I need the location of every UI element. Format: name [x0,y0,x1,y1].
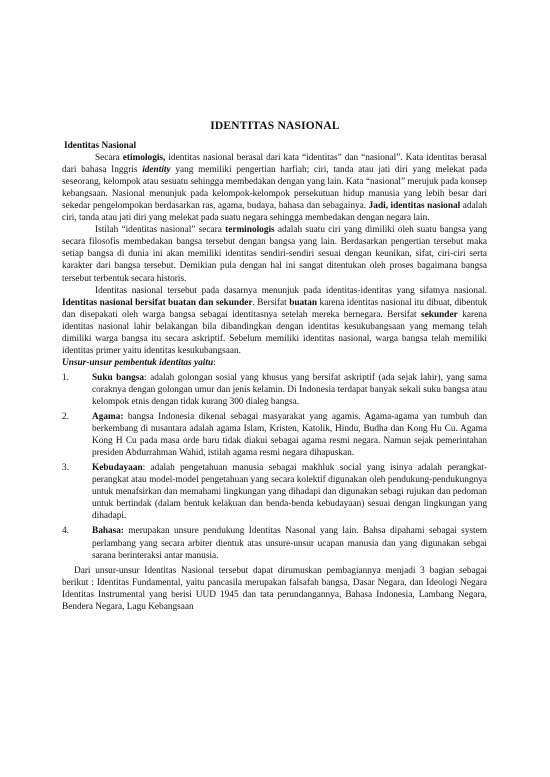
bold-run: buatan [289,297,318,308]
text-run: yang memiliki pengertian harfiah; ciri, tanda atau jati diri yang melekat pada seseorang, kelompok atau sesuatu sehingga membedakan dengan yang lain. Kata “nasional” merujuk pada konsep kebangsaan. Nasional menunjuk pada kelompok-kelompok persekutuan hidup manusia yang lebih besar dari sekedar pengelompokan berdasarkan ras, agama, budaya, bahasa dan sebagainya. [62,165,487,212]
list-term: Suku bangsa [92,372,145,383]
list-number: 4. [62,526,69,537]
bold-italic-run: identity [142,165,171,176]
list-body: adalah pengetahuan manusia sebagai makhluk social yang isinya adalah perangkat-perangkat atau model-model pengetahuan yang secara kolektif digunakan oleh pendukung-pendukungnya untuk menafsirkan dan memahami lingkungan yang dihadapi dan digunakan sebagi rujukan dan pedoman untuk bertindak (dalam bentuk kelakuan dan benda-benda kebudayaan) sesuai dengan lingkungan yang dihadapi. [92,463,487,522]
paragraph-buatan-sekunder [62,285,487,357]
text-run: Identitas nasional tersebut pada dasarnya menunjuk pada identitas-identitas yang sifatnya nasional. [95,285,487,296]
text-run: Secara [95,153,123,164]
bold-run: terminologis [225,225,275,236]
list-sep: : [142,463,151,474]
list-item [62,462,487,522]
list-number: 1. [62,372,69,383]
section-heading [62,140,487,152]
text-run: karena identitas nasional itu dibuat, dibentuk dan disepakati oleh warga bangsa sebagai identitasnya setelah mereka bernegara. Bersifat [62,297,487,320]
bold-run: Jadi, identitas nasional [368,201,461,212]
list-item [62,372,487,408]
subheading [62,357,487,369]
text-run: identitas nasional berasal dari kata “identitas” dan “nasional”. Kata identitas berasal dari bahasa Inggris [62,153,487,176]
list-term: Agama: [92,412,124,423]
list-text [92,462,487,522]
list-term: Kebudayaan [92,463,143,474]
list-item [62,525,487,561]
bold-run: sekunder [421,309,458,320]
list-text [92,411,487,459]
list-body: adalah golongan sosial yang khusus yang bersifat askriptif (ada sejak lahir), yang sama coraknya dengan golongan umur dan jenis kelamin. Di Indonesia terdapat banyak sekali suku bangsa atau kelompok etnis dengan tidak kurang 300 dialeg bangsa. [92,372,487,407]
list-body: bangsa Indonesia dikenal sebagai masyarakat yang agamis. Agama-agama yan tumbuh dan berkembang di nusantara adalah agama Islam, Kristen, Katolik, Hindu, Budha dan Kong Hu Cu. Agama Kong H Cu pada masa orde baru tidak diakui sebagai agama resmi negara. Namun sejak pemerintahan presiden Abdurrahman Wahid, istilah agama resmi negara dihapuskan. [92,412,487,459]
text-run: Istilah “identitas nasional” secara [95,225,226,236]
list-text [92,372,487,408]
paragraph-terminologis [62,224,487,284]
paragraph-pembagian: Dari unsur-unsur Identitas Nasional tersebut dapat dirumuskan pembagiannya menjadi 3 bagian sebagai berikut : Identitas Fundamental, yaitu pancasila merupakan falsafah bangsa, Dasar Negara, dan Ideologi Negara Identitas Instrumental yang berisi UUD 1945 dan tata perundangannya, Bahasa Indonesia, Lambang Negara, Bendera Negara, Lagu Kebangsaan [62,565,487,612]
bold-run: etimologis, [122,153,166,164]
document-body [62,140,487,613]
list-item [62,411,487,459]
text-run: karena identitas nasional lahir belakangan bila dibandingkan dengan identitas kesukubangsaan yang memang telah dimiliki warga bangsa itu secara askriptif. Sebelum memiliki identitas nasional, warga bangsa telah memiliki identitas primer yaitu identitas kesukubangsaan. [62,309,487,356]
paragraph-etimologis [62,152,487,224]
bold-run: Identitas nasional bersifat buatan dan sekunder [62,297,253,308]
list-number: 2. [62,412,69,423]
subheading-text: Unsur-unsur pembentuk identitas yaitu [62,357,214,368]
text-run: . Bersifat [252,297,290,308]
list-text [92,525,487,561]
text-run: adalah suatu ciri yang dimiliki oleh suatu bangsa yang secara filosofis membedakan bangsa tersebut dengan bangsa yang lain. Berdasarkan pengertian tersebut maka setiap bangsa di dunia ini akan memiliki identitas sendiri-sendiri sesuai dengan keunikan, sifat, ciri-ciri serta karakter dari bangsa tersebut. Demikian pula dengan hal ini sangat ditentukan oleh proses bagaimana bangsa tersebut terbentuk secara historis. [62,225,487,284]
list-sep: : [144,372,151,383]
text-run: adalah ciri, tanda atau jati diri yang melekat pada suatu negara sehingga membedakan dengan negara lain. [62,201,487,224]
section-heading-text: Identitas Nasional [64,141,137,151]
subheading-colon: : [213,357,216,368]
list-term: Bahasa: [92,526,125,537]
list-body: merupakan unsure pendukung Identitas Nasonal yang lain. Bahsa dipahami sebagai system perlambang yang secara arbiter dientuk atas unsure-unsur ucapan manusia dan yang digunakan sebgai sarana berinteraksi antar manusia. [92,526,487,561]
list-number: 3. [62,463,69,474]
document-title: IDENTITAS NASIONAL [210,120,340,132]
